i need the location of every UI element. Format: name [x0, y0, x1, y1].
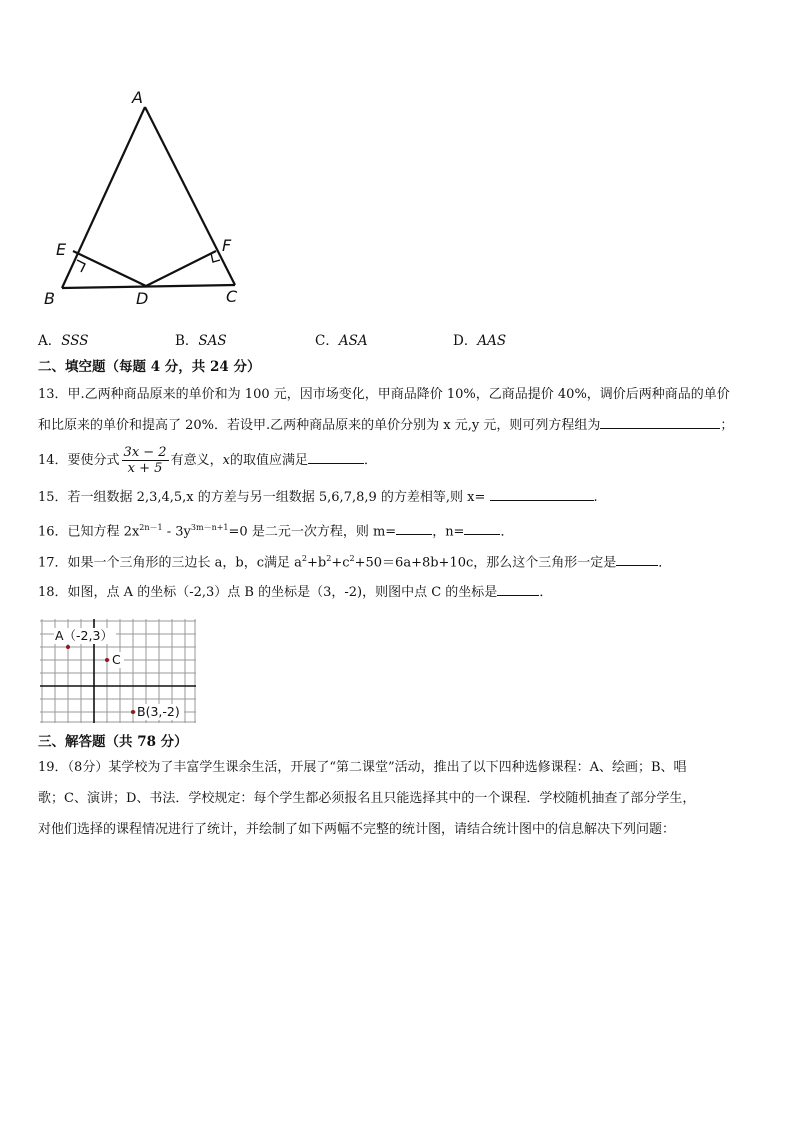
- label-point-b: B(3,-2): [137, 704, 180, 719]
- q14-fraction: $\frac{3x - 2}{x + 5}$: [123, 445, 167, 476]
- option-b: B．SAS: [175, 333, 227, 349]
- label-d: D: [136, 289, 149, 308]
- section-title-fill-blank: 二、填空题（每题 4 分，共 24 分）: [38, 359, 261, 375]
- option-a: A．SSS: [38, 333, 89, 349]
- option-c: C．ASA: [315, 333, 368, 349]
- q19-line2: 歌；C、演讲；D、书法．学校规定：每个学生都必须报名且只能选择其中的一个课程．学校随机抽查了部分学生，: [38, 791, 696, 806]
- q16-m-blank[interactable]: [396, 520, 432, 535]
- right-angle-mark-e: [77, 260, 85, 272]
- label-f: F: [222, 236, 232, 255]
- label-b: B: [44, 289, 55, 308]
- label-point-c: C: [112, 652, 121, 667]
- segment-df: [146, 251, 216, 286]
- q17: 17．如果一个三角形的三边长 a，b，c满足 $a^2+b^2+c^2+50=6a+8b+10c$，那么这个三角形一定是 ．: [38, 549, 671, 573]
- q18-answer-blank[interactable]: [497, 581, 539, 596]
- point-c: [105, 658, 109, 662]
- q16: 16．已知方程 $2x^{2n-1} - 3y^{3m-n+1}=0$ 是二元一次方程，则 m= ，n= ．: [38, 518, 513, 542]
- side-ac: [145, 107, 235, 285]
- q16-n-blank[interactable]: [464, 520, 500, 535]
- q13-line2: 和比原来的单价和提高了 20%．若设甲.乙两种商品原来的单价分别为 x 元,y 元，则可列方程组为 ；: [38, 414, 733, 436]
- segment-de: [73, 251, 146, 286]
- q18: 18．如图，点 A 的坐标（-2,3）点 B 的坐标是（3，-2)，则图中点 C 的坐标是 ．: [38, 581, 552, 603]
- side-ab: [62, 107, 145, 288]
- q14-answer-blank[interactable]: [308, 449, 364, 464]
- coordinate-grid-figure: [40, 619, 198, 725]
- label-a: A: [132, 88, 143, 107]
- q15-answer-blank[interactable]: [490, 486, 594, 501]
- q13-answer-blank[interactable]: [600, 414, 720, 429]
- q13-line1: 13．甲.乙两种商品原来的单价和为 100 元，因市场变化，甲商品降价 10%，乙商品提价 40%，调价后两种商品的单价: [38, 387, 730, 402]
- point-b: [131, 710, 135, 714]
- q19-line1: 19．（8分）某学校为了丰富学生课余生活，开展了“第二课堂”活动，推出了以下四种选修课程：A、绘画；B、唱: [38, 760, 687, 775]
- label-e: E: [56, 240, 67, 259]
- triangle-figure: [40, 85, 260, 315]
- option-d: D．AAS: [453, 333, 507, 349]
- q17-answer-blank[interactable]: [616, 551, 658, 566]
- point-a: [66, 645, 70, 649]
- section-title-answer: 三、解答题（共 78 分）: [38, 734, 188, 750]
- q19-line3: 对他们选择的课程情况进行了统计，并绘制了如下两幅不完整的统计图，请结合统计图中的信息解决下列问题：: [38, 822, 676, 837]
- label-point-a: A（-2,3）: [55, 628, 113, 643]
- q14: 14．要使分式 $\frac{3x - 2}{x + 5}$ 有意义，x的取值应满足 ．: [38, 445, 377, 476]
- q15: 15．若一组数据 2,3,4,5,x 的方差与另一组数据 5,6,7,8,9 的方差相等,则 x= .: [38, 486, 598, 508]
- label-c: C: [226, 287, 238, 306]
